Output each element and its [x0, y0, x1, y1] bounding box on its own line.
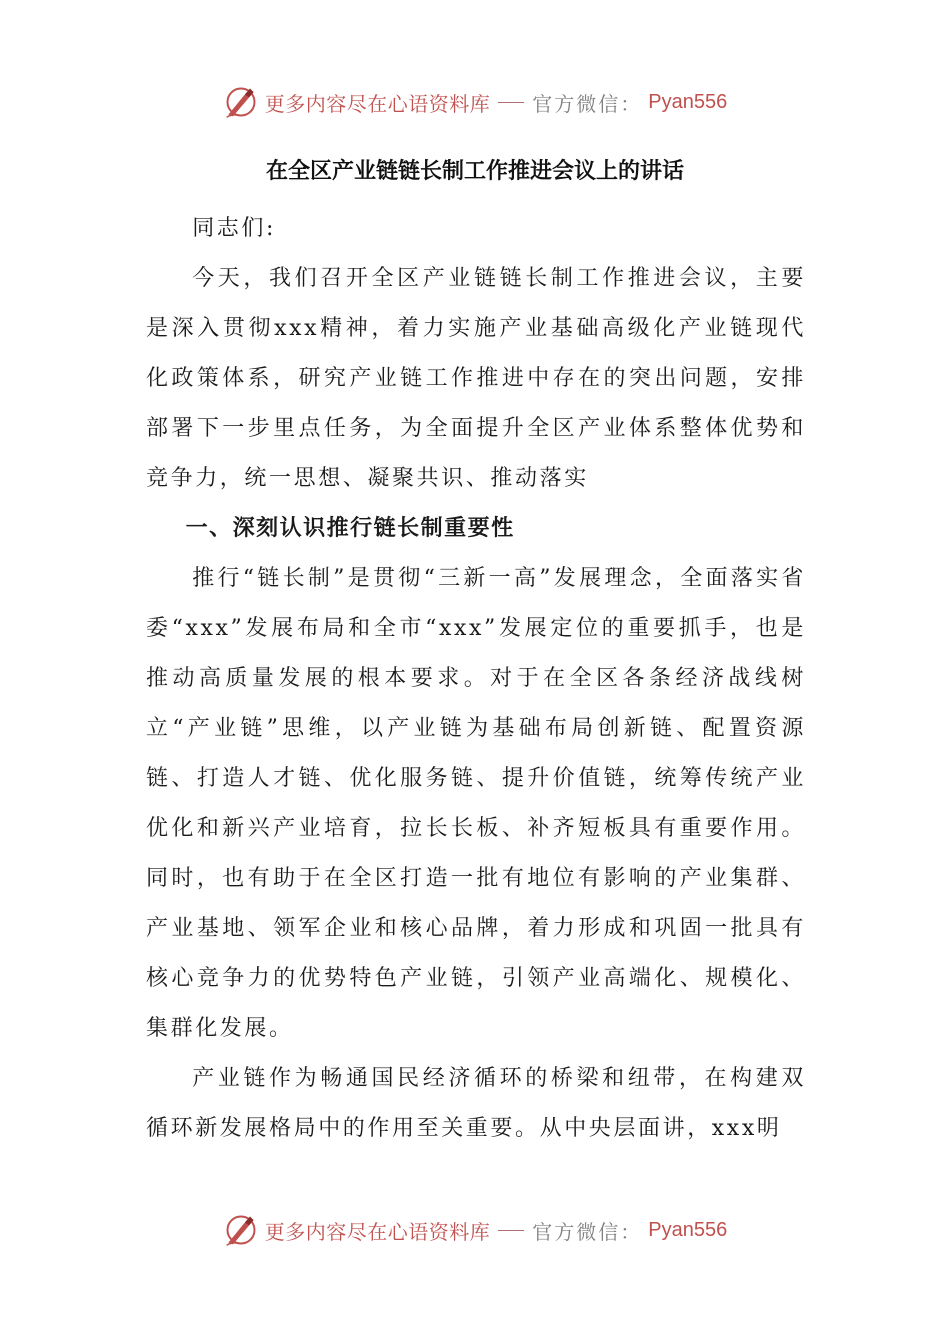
watermark-brand-text: 更多内容尽在心语资料库	[264, 1219, 491, 1244]
watermark-wechat-id: Pyan556	[648, 90, 728, 113]
watermark-footer	[0, 1210, 950, 1250]
salutation: 同志们:	[192, 216, 276, 241]
watermark-official-label: 官方微信：	[532, 91, 643, 116]
document-title: 在全区产业链链长制工作推进会议上的讲话	[265, 159, 684, 184]
section-heading: 一、深刻认识推行链长制重要性	[185, 516, 515, 541]
watermark-dash	[498, 1230, 524, 1231]
document-body	[146, 204, 806, 1154]
watermark-brand-text: 更多内容尽在心语资料库	[264, 91, 491, 116]
intro-paragraph: 今天，我们召开全区产业链链长制工作推进会议，主要是深入贯彻xxx精神，着力实施产业基础高级化产业链现代化政策体系，研究产业链工作推进中存在的突出问题，安排部署下一步里点任务，为全面提升全区产业体系整体优势和竞争力，统一思想、凝聚共识、推动落实	[146, 266, 806, 491]
pen-logo-icon	[223, 84, 259, 120]
body-paragraph: 产业链作为畅通国民经济循环的桥梁和纽带，在构建双循环新发展格局中的作用至关重要。从中央层面讲，xxx明	[146, 1066, 806, 1141]
watermark-official-label: 官方微信：	[532, 1219, 643, 1244]
watermark-dash	[498, 102, 524, 103]
watermark-header	[0, 82, 950, 122]
body-paragraph: 推行“链长制”是贯彻“三新一高”发展理念，全面落实省委“xxx”发展布局和全市“xxx”发展定位的重要抓手，也是推动高质量发展的根本要求。对于在全区各条经济战线树立“产业链”思维，以产业链为基础布局创新链、配置资源链、打造人才链、优化服务链、提升价值链，统筹传统产业优化和新兴产业培育，拉长长板、补齐短板具有重要作用。同时，也有助于在全区打造一批有地位有影响的产业集群、产业基地、领军企业和核心品牌，着力形成和巩固一批具有核心竞争力的优势特色产业链，引领产业高端化、规模化、集群化发展。	[146, 566, 806, 1041]
pen-logo-icon	[223, 1212, 259, 1248]
watermark-wechat-id: Pyan556	[648, 1218, 728, 1241]
